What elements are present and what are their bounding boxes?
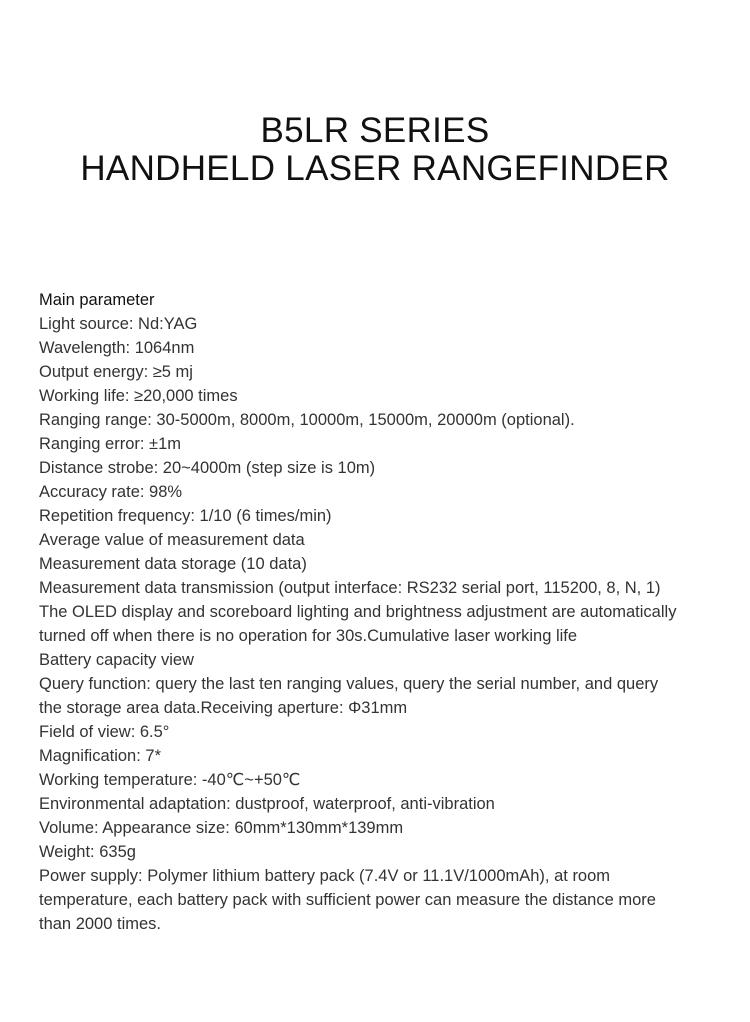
title-series: B5LR SERIES	[260, 111, 490, 150]
param-wavelength: Wavelength: 1064nm	[39, 339, 195, 357]
param-environmental-adaptation: Environmental adaptation: dustproof, waterproof, anti-vibration	[39, 795, 495, 813]
param-data-storage: Measurement data storage (10 data)	[39, 555, 307, 573]
param-light-source: Light source: Nd:YAG	[39, 315, 198, 333]
param-power-supply-end: than 2000 times.	[39, 915, 161, 933]
param-weight: Weight: 635g	[39, 843, 136, 861]
param-power-supply: Power supply: Polymer lithium battery pack (7.4V or 11.1V/1000mAh), at room	[39, 867, 611, 885]
param-magnification: Magnification: 7*	[39, 747, 161, 765]
param-data-transmission: Measurement data transmission (output interface: RS232 serial port, 115200, 8, N, 1)	[39, 579, 661, 597]
param-power-supply-cont: temperature, each battery pack with sufficient power can measure the distance more	[39, 891, 656, 909]
param-oled-display: The OLED display and scoreboard lighting and brightness adjustment are automatically	[39, 603, 677, 621]
param-ranging-error: Ranging error: ±1m	[39, 435, 182, 453]
param-repetition-frequency: Repetition frequency: 1/10 (6 times/min)	[39, 507, 332, 525]
param-accuracy-rate: Accuracy rate: 98%	[39, 483, 183, 501]
param-average-value: Average value of measurement data	[39, 531, 305, 549]
param-oled-display-cont: turned off when there is no operation for 30s.Cumulative laser working life	[39, 627, 578, 645]
section-heading: Main parameter	[39, 291, 155, 309]
param-output-energy: Output energy: ≥5 mj	[39, 363, 193, 381]
param-query-function-cont: the storage area data.Receiving aperture: Φ31mm	[39, 699, 408, 717]
page-title	[0, 112, 750, 188]
param-query-function: Query function: query the last ten ranging values, query the serial number, and query	[39, 675, 659, 693]
param-battery-capacity: Battery capacity view	[39, 651, 194, 669]
main-parameter-section	[39, 288, 739, 936]
param-distance-strobe: Distance strobe: 20~4000m (step size is 10m)	[39, 459, 376, 477]
param-working-temperature: Working temperature: -40℃~+50℃	[39, 771, 301, 789]
param-volume: Volume: Appearance size: 60mm*130mm*139mm	[39, 819, 404, 837]
param-working-life: Working life: ≥20,000 times	[39, 387, 238, 405]
param-field-of-view: Field of view: 6.5°	[39, 723, 170, 741]
title-product: HANDHELD LASER RANGEFINDER	[80, 149, 670, 188]
parameter-list	[39, 312, 739, 936]
param-ranging-range: Ranging range: 30-5000m, 8000m, 10000m, 15000m, 20000m (optional).	[39, 411, 575, 429]
